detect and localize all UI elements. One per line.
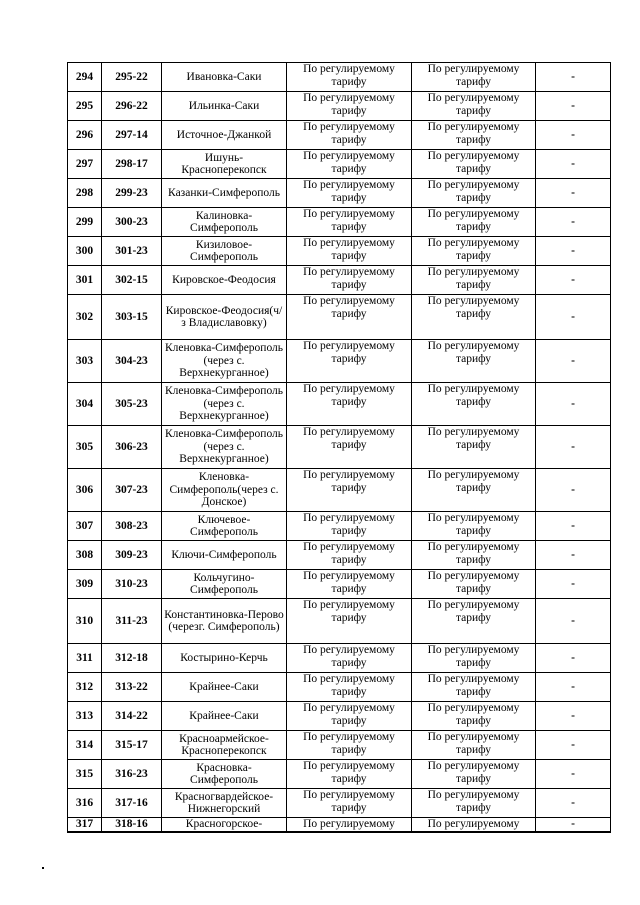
tariff-a-cell: По регулируемому тарифу (287, 541, 412, 570)
table-row (68, 644, 611, 673)
mark-cell: - (536, 383, 611, 426)
tariff-a-cell: По регулируемому тарифу (287, 295, 412, 340)
tariff-b-cell: По регулируемому тарифу (412, 63, 536, 92)
tariff-b-cell: По регулируемому тарифу (412, 760, 536, 789)
row-number-cell: 307 (68, 512, 102, 541)
row-number-cell: 312 (68, 673, 102, 702)
tariff-b-cell: По регулируемому тарифу (412, 340, 536, 383)
tariff-a-cell: По регулируемому тарифу (287, 760, 412, 789)
table-row (68, 383, 611, 426)
tariff-b-cell: По регулируемому тарифу (412, 295, 536, 340)
row-number-cell: 305 (68, 426, 102, 469)
row-number-cell: 294 (68, 63, 102, 92)
route-name-cell: Красновка-Симферополь (162, 760, 287, 789)
tariff-a-cell: По регулируемому тарифу (287, 673, 412, 702)
table-row (68, 237, 611, 266)
mark-cell: - (536, 469, 611, 512)
table-row (68, 266, 611, 295)
route-name-cell: Ильинка-Саки (162, 92, 287, 121)
table-row (68, 469, 611, 512)
route-name-cell: Кленовка-Симферополь (через с. Верхнекурганное) (162, 426, 287, 469)
row-number-cell: 304 (68, 383, 102, 426)
route-code-cell: 295-22 (102, 63, 162, 92)
route-name-cell: Константиновка-Перово (черезг. Симферополь) (162, 599, 287, 644)
mark-cell: - (536, 702, 611, 731)
route-code-cell: 297-14 (102, 121, 162, 150)
tariff-a-cell: По регулируемому тарифу (287, 469, 412, 512)
mark-cell: - (536, 818, 611, 832)
route-code-cell: 298-17 (102, 150, 162, 179)
route-code-cell: 296-22 (102, 92, 162, 121)
mark-cell: - (536, 92, 611, 121)
tariff-b-cell: По регулируемому тарифу (412, 150, 536, 179)
routes-table (67, 62, 611, 833)
row-number-cell: 295 (68, 92, 102, 121)
row-number-cell: 301 (68, 266, 102, 295)
table-row (68, 121, 611, 150)
row-number-cell: 311 (68, 644, 102, 673)
row-number-cell: 302 (68, 295, 102, 340)
mark-cell: - (536, 266, 611, 295)
table-row (68, 731, 611, 760)
table-row (68, 702, 611, 731)
table-row (68, 789, 611, 818)
table-row (68, 818, 611, 832)
tariff-a-cell: По регулируемому тарифу (287, 789, 412, 818)
route-code-cell: 308-23 (102, 512, 162, 541)
mark-cell: - (536, 237, 611, 266)
row-number-cell: 300 (68, 237, 102, 266)
route-code-cell: 315-17 (102, 731, 162, 760)
route-name-cell: Крайнее-Саки (162, 702, 287, 731)
table-row (68, 295, 611, 340)
route-name-cell: Красноармейское-Красноперекопск (162, 731, 287, 760)
mark-cell: - (536, 673, 611, 702)
route-code-cell: 305-23 (102, 383, 162, 426)
tariff-b-cell: По регулируемому тарифу (412, 92, 536, 121)
tariff-a-cell: По регулируемому тарифу (287, 121, 412, 150)
table-row (68, 150, 611, 179)
route-code-cell: 306-23 (102, 426, 162, 469)
route-name-cell: Ивановка-Саки (162, 63, 287, 92)
tariff-a-cell: По регулируемому тарифу (287, 150, 412, 179)
tariff-b-cell: По регулируемому тарифу (412, 731, 536, 760)
route-name-cell: Кизиловое-Симферополь (162, 237, 287, 266)
route-code-cell: 307-23 (102, 469, 162, 512)
tariff-a-cell: По регулируемому тарифу (287, 266, 412, 295)
route-name-cell: Кленовка-Симферополь (через с. Верхнекурганное) (162, 383, 287, 426)
tariff-b-cell: По регулируемому тарифу (412, 644, 536, 673)
tariff-a-cell: По регулируемому тарифу (287, 599, 412, 644)
mark-cell: - (536, 63, 611, 92)
mark-cell: - (536, 426, 611, 469)
row-number-cell: 313 (68, 702, 102, 731)
tariff-b-cell: По регулируемому тарифу (412, 266, 536, 295)
route-code-cell: 311-23 (102, 599, 162, 644)
tariff-b-cell: По регулируемому тарифу (412, 426, 536, 469)
row-number-cell: 299 (68, 208, 102, 237)
tariff-b-cell: По регулируемому тарифу (412, 570, 536, 599)
scan-speck (42, 867, 44, 869)
route-code-cell: 314-22 (102, 702, 162, 731)
tariff-a-cell: По регулируемому тарифу (287, 340, 412, 383)
route-code-cell: 317-16 (102, 789, 162, 818)
tariff-a-cell: По регулируемому тарифу (287, 63, 412, 92)
row-number-cell: 306 (68, 469, 102, 512)
tariff-a-cell: По регулируемому тарифу (287, 570, 412, 599)
tariff-a-cell: По регулируемому тарифу (287, 426, 412, 469)
route-name-cell: Казанки-Симферополь (162, 179, 287, 208)
row-number-cell: 316 (68, 789, 102, 818)
row-number-cell: 314 (68, 731, 102, 760)
route-code-cell: 316-23 (102, 760, 162, 789)
mark-cell: - (536, 208, 611, 237)
route-code-cell: 309-23 (102, 541, 162, 570)
route-code-cell: 304-23 (102, 340, 162, 383)
mark-cell: - (536, 121, 611, 150)
row-number-cell: 309 (68, 570, 102, 599)
routes-table-body (68, 63, 611, 832)
route-code-cell: 300-23 (102, 208, 162, 237)
tariff-b-cell: По регулируемому тарифу (412, 789, 536, 818)
route-name-cell: Ишунь-Красноперекопск (162, 150, 287, 179)
route-name-cell: Кленовка-Симферополь(через с. Донское) (162, 469, 287, 512)
tariff-a-cell: По регулируемому тарифу (287, 208, 412, 237)
tariff-a-cell: По регулируемому тарифу (287, 512, 412, 541)
mark-cell: - (536, 731, 611, 760)
route-code-cell: 318-16 (102, 818, 162, 832)
table-row (68, 760, 611, 789)
route-name-cell: Красногвардейское-Нижнегорский (162, 789, 287, 818)
table-row (68, 63, 611, 92)
tariff-b-cell: По регулируемому тарифу (412, 179, 536, 208)
tariff-a-cell: По регулируемому тарифу (287, 179, 412, 208)
route-code-cell: 301-23 (102, 237, 162, 266)
table-row (68, 541, 611, 570)
route-name-cell: Костырино-Керчь (162, 644, 287, 673)
mark-cell: - (536, 789, 611, 818)
tariff-a-cell: По регулируемому тарифу (287, 644, 412, 673)
mark-cell: - (536, 570, 611, 599)
table-row (68, 599, 611, 644)
row-number-cell: 315 (68, 760, 102, 789)
tariff-a-cell: По регулируемому тарифу (287, 383, 412, 426)
route-name-cell: Крайнее-Саки (162, 673, 287, 702)
mark-cell: - (536, 541, 611, 570)
mark-cell: - (536, 512, 611, 541)
route-name-cell: Кольчугино-Симферополь (162, 570, 287, 599)
tariff-b-cell: По регулируемому тарифу (412, 237, 536, 266)
row-number-cell: 297 (68, 150, 102, 179)
mark-cell: - (536, 340, 611, 383)
route-code-cell: 303-15 (102, 295, 162, 340)
table-row (68, 426, 611, 469)
row-number-cell: 310 (68, 599, 102, 644)
tariff-a-cell: По регулируемому тарифу (287, 237, 412, 266)
table-row (68, 340, 611, 383)
mark-cell: - (536, 599, 611, 644)
row-number-cell: 317 (68, 818, 102, 832)
tariff-b-cell: По регулируемому тарифу (412, 673, 536, 702)
route-code-cell: 312-18 (102, 644, 162, 673)
mark-cell: - (536, 644, 611, 673)
route-code-cell: 299-23 (102, 179, 162, 208)
route-name-cell: Красногорское- (162, 818, 287, 832)
table-row (68, 673, 611, 702)
route-name-cell: Кировское-Феодосия(ч/з Владиславовку) (162, 295, 287, 340)
route-name-cell: Источное-Джанкой (162, 121, 287, 150)
mark-cell: - (536, 150, 611, 179)
mark-cell: - (536, 295, 611, 340)
mark-cell: - (536, 760, 611, 789)
tariff-b-cell: По регулируемому (412, 818, 536, 832)
tariff-a-cell: По регулируемому тарифу (287, 702, 412, 731)
table-row (68, 92, 611, 121)
tariff-b-cell: По регулируемому тарифу (412, 208, 536, 237)
route-code-cell: 313-22 (102, 673, 162, 702)
mark-cell: - (536, 179, 611, 208)
tariff-b-cell: По регулируемому тарифу (412, 121, 536, 150)
row-number-cell: 296 (68, 121, 102, 150)
row-number-cell: 298 (68, 179, 102, 208)
tariff-b-cell: По регулируемому тарифу (412, 383, 536, 426)
tariff-b-cell: По регулируемому тарифу (412, 469, 536, 512)
table-row (68, 512, 611, 541)
tariff-a-cell: По регулируемому (287, 818, 412, 832)
tariff-b-cell: По регулируемому тарифу (412, 599, 536, 644)
table-row (68, 208, 611, 237)
route-name-cell: Ключевое-Симферополь (162, 512, 287, 541)
route-name-cell: Кленовка-Симферополь (через с. Верхнекурганное) (162, 340, 287, 383)
row-number-cell: 308 (68, 541, 102, 570)
tariff-b-cell: По регулируемому тарифу (412, 702, 536, 731)
table-row (68, 179, 611, 208)
table-row (68, 570, 611, 599)
route-name-cell: Кировское-Феодосия (162, 266, 287, 295)
route-code-cell: 302-15 (102, 266, 162, 295)
tariff-b-cell: По регулируемому тарифу (412, 512, 536, 541)
route-name-cell: Ключи-Симферополь (162, 541, 287, 570)
route-code-cell: 310-23 (102, 570, 162, 599)
tariff-a-cell: По регулируемому тарифу (287, 92, 412, 121)
row-number-cell: 303 (68, 340, 102, 383)
tariff-b-cell: По регулируемому тарифу (412, 541, 536, 570)
route-name-cell: Калиновка-Симферополь (162, 208, 287, 237)
tariff-a-cell: По регулируемому тарифу (287, 731, 412, 760)
